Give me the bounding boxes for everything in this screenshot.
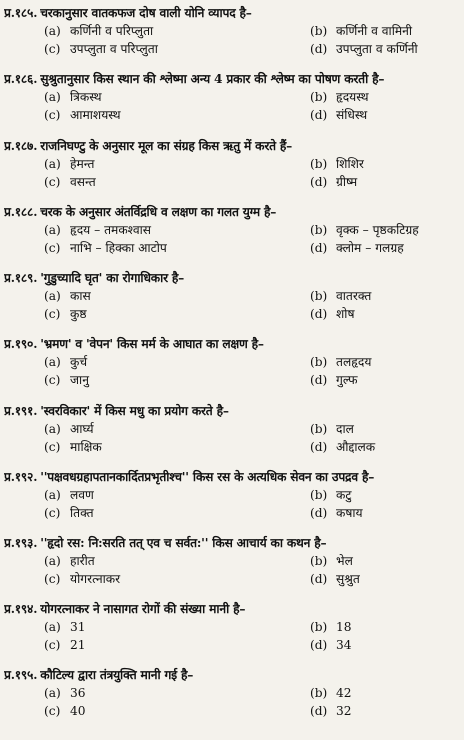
option-text: दाल [336, 422, 354, 436]
question-number: प्र.१९२. [4, 470, 38, 484]
question-block [4, 534, 462, 588]
option-label: (d) [310, 175, 328, 189]
answer-option[interactable] [44, 486, 94, 504]
option-label: (a) [44, 422, 61, 436]
option-text: संधिस्थ [336, 108, 368, 122]
options-grid [4, 420, 462, 456]
answer-option[interactable] [310, 438, 375, 456]
question-text: ''पक्षवधग्रहापतानकार्दितप्रभृतीश्च'' किस रस के अत्यधिक सेवन का उपद्रव है– [40, 470, 375, 484]
option-text: 32 [336, 704, 352, 718]
option-label: (c) [44, 704, 61, 718]
question-number: प्र.१८५. [4, 6, 38, 20]
question-number: प्र.१९५. [4, 668, 38, 682]
question-block [4, 70, 462, 124]
option-label: (a) [44, 488, 61, 502]
option-text: वृक्क – पृष्ठकटिग्रह [336, 223, 419, 237]
question-block [4, 468, 462, 522]
option-text: शिशिर [336, 157, 364, 171]
option-text: हेमन्त [70, 157, 95, 171]
options-grid [4, 155, 462, 191]
answer-option[interactable] [310, 552, 353, 570]
answer-option[interactable] [310, 239, 404, 257]
option-label: (d) [310, 704, 328, 718]
option-label: (b) [310, 223, 328, 237]
answer-option[interactable] [44, 221, 151, 239]
question-block [4, 269, 462, 323]
option-text: हृदयस्थ [336, 90, 369, 104]
options-grid [4, 221, 462, 257]
option-label: (b) [310, 422, 328, 436]
question-block [4, 402, 462, 456]
options-grid [4, 287, 462, 323]
answer-option[interactable] [310, 221, 419, 239]
option-text: कषाय [336, 506, 363, 520]
question-number: प्र.१८६. [4, 72, 38, 86]
answer-option[interactable] [44, 106, 121, 124]
question-text: 'स्वरविकार' में किस मधु का प्रयोग करते है– [40, 404, 229, 418]
question-line [4, 203, 462, 221]
answer-option[interactable] [310, 371, 358, 389]
question-text: 'भ्रमण' व 'वेपन' किस मर्म के आघात का लक्षण है– [40, 337, 264, 351]
option-text: 42 [336, 686, 352, 700]
answer-option[interactable] [44, 570, 120, 588]
answer-option[interactable] [310, 287, 371, 305]
answer-option[interactable] [44, 552, 95, 570]
answer-option[interactable] [44, 702, 86, 720]
question-text: ''हृदो रस: नि:सरति तत् एव च सर्वत:'' किस आचार्य का कथन है– [40, 536, 327, 550]
answer-option[interactable] [310, 305, 355, 323]
question-block [4, 4, 462, 58]
option-label: (c) [44, 108, 61, 122]
question-block [4, 335, 462, 389]
option-text: 18 [336, 620, 352, 634]
option-label: (c) [44, 175, 61, 189]
option-label: (a) [44, 554, 61, 568]
question-line [4, 468, 462, 486]
option-label: (b) [310, 554, 328, 568]
answer-option[interactable] [310, 702, 352, 720]
option-text: औद्दालक [336, 440, 376, 454]
option-label: (d) [310, 373, 328, 387]
answer-option[interactable] [44, 305, 87, 323]
option-text: 31 [70, 620, 86, 634]
option-label: (c) [44, 241, 61, 255]
question-text: 'गुडुच्यादि घृत' का रोगाधिकार है– [40, 271, 185, 285]
question-line [4, 666, 462, 684]
options-grid [4, 353, 462, 389]
option-label: (a) [44, 620, 61, 634]
question-line [4, 402, 462, 420]
question-line [4, 335, 462, 353]
options-grid [4, 618, 462, 654]
answer-option[interactable] [310, 420, 354, 438]
answer-option[interactable] [310, 88, 369, 106]
option-label: (a) [44, 157, 61, 171]
option-text: आमाशयस्थ [70, 108, 121, 122]
answer-option[interactable] [44, 22, 153, 40]
option-label: (c) [44, 572, 61, 586]
option-label: (d) [310, 572, 328, 586]
question-number: प्र.१९०. [4, 337, 38, 351]
answer-option[interactable] [44, 684, 86, 702]
answer-option[interactable] [44, 239, 167, 257]
option-text: क्लोम – गलग्रह [336, 241, 404, 255]
option-label: (b) [310, 157, 328, 171]
option-text: तिक्त [70, 506, 94, 520]
question-number: प्र.१८७. [4, 139, 38, 153]
option-label: (c) [44, 373, 61, 387]
option-text: ग्रीष्म [336, 175, 358, 189]
option-text: तलहृदय [336, 355, 372, 369]
option-text: उपप्लुता व परिप्लुता [70, 42, 158, 56]
option-text: कुर्च [70, 355, 88, 369]
answer-option[interactable] [310, 353, 371, 371]
answer-option[interactable] [44, 636, 86, 654]
option-text: योगरत्नाकर [70, 572, 121, 586]
question-text: कौटिल्य द्वारा तंत्रयुक्ति मानी गई है– [40, 668, 194, 682]
options-grid [4, 88, 462, 124]
question-number: प्र.१९४. [4, 602, 38, 616]
option-label: (c) [44, 307, 61, 321]
option-text: वसन्त [70, 175, 96, 189]
option-label: (a) [44, 289, 61, 303]
option-text: गुल्फ [336, 373, 358, 387]
answer-option[interactable] [44, 155, 94, 173]
option-label: (d) [310, 241, 328, 255]
option-label: (d) [310, 42, 328, 56]
option-label: (b) [310, 289, 328, 303]
question-text: योगरत्नाकर ने नासागत रोगों की संख्या मानी है– [40, 602, 246, 616]
option-label: (b) [310, 90, 328, 104]
option-text: 21 [70, 638, 86, 652]
question-line [4, 269, 462, 287]
answer-option[interactable] [310, 618, 352, 636]
question-block [4, 203, 462, 257]
question-number: प्र.१९३. [4, 536, 38, 550]
question-line [4, 534, 462, 552]
answer-option[interactable] [310, 636, 352, 654]
option-text: कास [70, 289, 91, 303]
question-number: प्र.१८९. [4, 271, 38, 285]
question-text: चरकानुसार वातकफज दोष वाली योनि व्यापद है– [40, 6, 252, 20]
option-text: कर्णिनी व वामिनी [336, 24, 413, 38]
option-label: (a) [44, 24, 61, 38]
answer-option[interactable] [310, 106, 367, 124]
answer-option[interactable] [44, 438, 102, 456]
question-text: सुश्रुतानुसार किस स्थान की श्लेष्मा अन्य 4 प्रकार की श्लेष्म का पोषण करती है– [40, 72, 385, 86]
option-text: 34 [336, 638, 352, 652]
question-text: चरक के अनुसार अंतर्विद्रधि व लक्षण का गलत युग्म है– [40, 205, 277, 219]
answer-option[interactable] [44, 371, 89, 389]
option-label: (a) [44, 355, 61, 369]
option-label: (c) [44, 440, 61, 454]
option-text: हारीत [70, 554, 95, 568]
option-text: 40 [70, 704, 86, 718]
answer-option[interactable] [310, 504, 363, 522]
options-grid [4, 22, 462, 58]
option-text: नाभि – हिक्का आटोप [70, 241, 167, 255]
option-text: आर्घ्य [70, 422, 94, 436]
option-text: वातरक्त [336, 289, 372, 303]
option-label: (c) [44, 42, 61, 56]
question-line [4, 4, 462, 22]
option-text: उपप्लुता व कर्णिनी [336, 42, 418, 56]
answer-option[interactable] [44, 504, 94, 522]
answer-option[interactable] [44, 420, 94, 438]
answer-option[interactable] [44, 173, 96, 191]
option-label: (d) [310, 440, 328, 454]
answer-option[interactable] [44, 618, 86, 636]
option-text: कटु [336, 488, 352, 502]
option-label: (a) [44, 223, 61, 237]
answer-option[interactable] [44, 353, 87, 371]
question-number: प्र.१९१. [4, 404, 38, 418]
answer-option[interactable] [310, 570, 360, 588]
answer-option[interactable] [44, 287, 91, 305]
option-text: जानु [70, 373, 89, 387]
question-block [4, 600, 462, 654]
option-label: (a) [44, 90, 61, 104]
options-grid [4, 684, 462, 720]
option-text: शोष [336, 307, 355, 321]
option-label: (a) [44, 686, 61, 700]
question-line [4, 600, 462, 618]
option-text: 36 [70, 686, 86, 700]
option-label: (d) [310, 307, 328, 321]
answer-option[interactable] [310, 684, 352, 702]
answer-option[interactable] [310, 40, 418, 58]
option-label: (b) [310, 620, 328, 634]
answer-option[interactable] [310, 155, 364, 173]
option-text: भेल [336, 554, 353, 568]
answer-option[interactable] [310, 486, 352, 504]
option-label: (c) [44, 638, 61, 652]
options-grid [4, 486, 462, 522]
question-block [4, 666, 462, 720]
option-label: (b) [310, 24, 328, 38]
option-text: लवण [70, 488, 94, 502]
option-label: (c) [44, 506, 61, 520]
option-text: त्रिकस्थ [70, 90, 102, 104]
question-line [4, 70, 462, 88]
option-label: (d) [310, 108, 328, 122]
option-text: हृदय – तमकश्वास [70, 223, 152, 237]
answer-option[interactable] [310, 173, 357, 191]
option-text: कुष्ठ [70, 307, 87, 321]
option-text: कर्णिनी व परिप्लुता [70, 24, 154, 38]
options-grid [4, 552, 462, 588]
option-label: (d) [310, 506, 328, 520]
option-text: सुश्रुत [336, 572, 360, 586]
answer-option[interactable] [44, 40, 158, 58]
question-line [4, 137, 462, 155]
answer-option[interactable] [44, 88, 102, 106]
option-label: (d) [310, 638, 328, 652]
option-label: (b) [310, 355, 328, 369]
question-text: राजनिघण्टु के अनुसार मूल का संग्रह किस ऋतु में करते हैं– [40, 139, 293, 153]
question-number: प्र.१८८. [4, 205, 38, 219]
option-text: माक्षिक [70, 440, 102, 454]
question-block [4, 137, 462, 191]
option-label: (b) [310, 686, 328, 700]
option-label: (b) [310, 488, 328, 502]
answer-option[interactable] [310, 22, 412, 40]
